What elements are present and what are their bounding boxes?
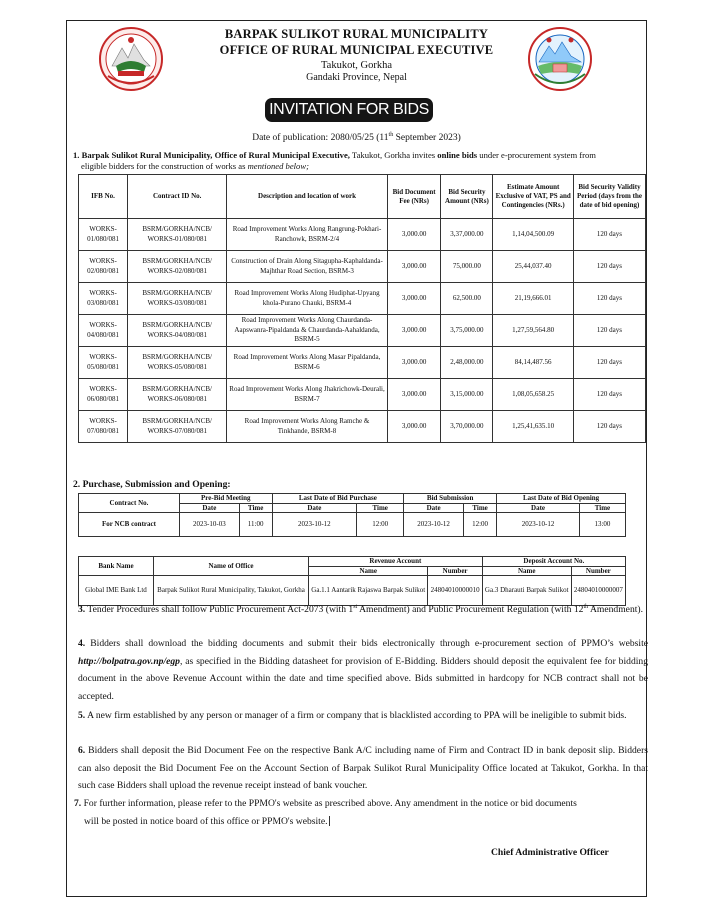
th-validity: Bid Security Validity Period (days from the date of bid opening) [573,175,645,219]
point-3-sup-1: st [353,604,358,610]
cell-fee: 3,000.00 [387,411,441,443]
bids-table-header [79,175,646,219]
section-2-title: 2. Purchase, Submission and Opening: [73,479,231,490]
cell-contract-id: BSRM/GORKHA/NCB/ WORKS-04/080/081 [128,315,227,347]
cell-opening-date: 2023-10-12 [497,513,580,537]
text-cursor [329,816,330,826]
cell-validity: 120 days [573,347,645,379]
office-province: Gandaki Province, Nepal [306,72,407,83]
cell-contract-id: BSRM/GORKHA/NCB/ WORKS-03/080/081 [128,283,227,315]
th-time: Time [579,503,625,513]
section-1-bold-1: Barpak Sulikot Rural Municipality, Office of Rural Municipal Executive, [81,150,350,160]
letterhead [67,25,646,83]
th-time: Time [357,503,404,513]
th-date: Date [497,503,580,513]
cell-description: Construction of Drain Along Sitagupha-Kaphaldanda-Majhthar Road Section, BSRM-3 [227,251,387,283]
section-1-bold-2: online bids [437,150,478,160]
cell-description: Road Improvement Works Along Chaurdanda-Aapswanra-Pipaldanda & Chaurdanda-Aahaldanda, BSRM-5 [227,315,387,347]
point-4 [74,635,648,705]
bids-table [78,174,646,443]
cell-fee: 3,000.00 [387,219,441,251]
cell-ifb: WORKS-04/080/081 [79,315,128,347]
th-fee: Bid Document Fee (NRs) [387,175,441,219]
th-date: Date [272,503,357,513]
section-1-number: 1. [73,150,80,160]
notice-frame [66,20,647,897]
cell-contract-id: BSRM/GORKHA/NCB/ WORKS-05/080/081 [128,347,227,379]
page-title: INVITATION FOR BIDS [265,98,433,122]
signature-title: Chief Administrative Officer [491,847,609,858]
table-row [79,411,646,443]
cell-description: Road Improvement Works Along Jhakrichowk-Deurali, BSRM-7 [227,379,387,411]
th-description: Description and location of work [227,175,387,219]
table-row [79,513,626,537]
cell-validity: 120 days [573,283,645,315]
cell-security: 2,48,000.00 [441,347,493,379]
point-7-text-a: For further information, please refer to the PPMO's website as prescribed above. Any amendment in the notice or bid documents [81,798,577,809]
point-6-number: 6. [78,745,86,756]
th-name: Name [309,566,428,576]
cell-ifb: WORKS-01/080/081 [79,219,128,251]
th-time: Time [463,503,496,513]
th-time: Time [239,503,272,513]
cell-security: 62,500.00 [441,283,493,315]
table-row [79,347,646,379]
table-row [79,251,646,283]
cell-fee: 3,000.00 [387,283,441,315]
table-row [79,219,646,251]
th-bank-name: Bank Name [79,557,154,576]
cell-purchase-time: 12:00 [357,513,404,537]
th-name: Name [482,566,571,576]
point-3-text-b: Amendment) and Public Procurement Regulation (with 12 [357,604,584,616]
cell-estimate: 1,14,04,500.09 [493,219,574,251]
table-row [79,283,646,315]
cell-description: Road Improvement Works Along Rangrung-Pokhari-Ranchowk, BSRM-2/4 [227,219,387,251]
ppmo-website-link[interactable]: http://bolpatra.gov.np/egp [78,655,180,667]
point-7-text-b: will be posted in notice board of this office or PPMO's website. [84,815,328,827]
th-office-name: Name of Office [154,557,309,576]
cell-fee: 3,000.00 [387,347,441,379]
cell-deposit-name: Ga.3 Dharauti Barpak Sulikot [482,576,571,606]
cell-pre-bid-time: 11:00 [239,513,272,537]
cell-validity: 120 days [573,379,645,411]
cell-fee: 3,000.00 [387,315,441,347]
point-4-text-a: Bidders shall download the bidding documents and submit their bids electronically through e-procurement section of PPMO’s website [85,638,648,649]
cell-submission-date: 2023-10-12 [404,513,464,537]
cell-ifb: WORKS-03/080/081 [79,283,128,315]
th-date: Date [180,503,240,513]
point-5 [74,707,648,725]
cell-revenue-number: 24804010000010 [428,576,482,606]
cell-estimate: 21,19,666.01 [493,283,574,315]
cell-fee: 3,000.00 [387,379,441,411]
cell-description: Road Improvement Works Along Masar Pipaldanda, BSRM-6 [227,347,387,379]
cell-deposit-number: 24804010000007 [571,576,625,606]
th-security: Bid Security Amount (NRs) [441,175,493,219]
th-number: Number [571,566,625,576]
publication-date-sup: th [388,132,394,138]
section-1-text-2: under e-procurement system from [477,150,596,160]
cell-validity: 120 days [573,315,645,347]
th-bid-purchase: Last Date of Bid Purchase [272,494,404,504]
cell-validity: 120 days [573,411,645,443]
th-deposit-account: Deposit Account No. [482,557,625,567]
point-6-text: Bidders shall deposit the Bid Document Fee on the respective Bank A/C including name of Firm and Contract ID in bank deposit slip. Bidders can also deposit the Bid Document Fee on the Account Section of Barpak Sulikot Rural Municipality Office located at Takukot, Gorkha. In that such case Bidders shall upload the revenue receipt instead of bank voucher. [78,745,648,791]
municipality-name: BARPAK SULIKOT RURAL MUNICIPALITY [224,27,489,41]
point-5-number: 5. [78,710,86,721]
cell-description: Road Improvement Works Along Ramche & Tinkhande, BSRM-8 [227,411,387,443]
cell-validity: 120 days [573,219,645,251]
cell-revenue-name: Ga.1.1 Aantarik Rajaswa Barpak Sulikot [309,576,428,606]
publication-date-suffix: September 2023) [393,133,461,144]
point-3-text-a: Tender Procedures shall follow Public Procurement Act-2073 (with 1 [85,604,354,616]
th-number: Number [428,566,482,576]
th-contract-no: Contract No. [79,494,180,513]
th-bid-submission: Bid Submission [404,494,497,504]
section-1-text-1: Takukot, Gorkha invites [349,150,438,160]
th-date: Date [404,503,464,513]
point-7 [74,795,644,830]
cell-validity: 120 days [573,251,645,283]
th-pre-bid: Pre-Bid Meeting [180,494,273,504]
cell-estimate: 84,14,487.56 [493,347,574,379]
cell-office: Barpak Sulikot Rural Municipality, Takukot, Gorkha [154,576,309,606]
th-contract-id: Contract ID No. [128,175,227,219]
publication-date-prefix: Date of publication: 2080/05/25 (11 [252,133,389,144]
table-row [79,379,646,411]
cell-contract-id: BSRM/GORKHA/NCB/ WORKS-07/080/081 [128,411,227,443]
cell-description: Road Improvement Works Along Hudiphat-Upyang khola-Purano Chauki, BSRM-4 [227,283,387,315]
point-5-text: A new firm established by any person or manager of a firm or company that is blacklisted according to PPA will be ineligible to submit bids. [85,710,627,721]
th-estimate: Estimate Amount Exclusive of VAT, PS and Contingencies (NRs.) [493,175,574,219]
cell-fee: 3,000.00 [387,251,441,283]
th-ifb: IFB No. [79,175,128,219]
cell-row-label: For NCB contract [79,513,180,537]
cell-estimate: 1,25,41,635.10 [493,411,574,443]
point-3-sup-2: th [583,604,589,610]
point-4-number: 4. [78,638,86,649]
section-1-line-2-italic: mentioned below; [247,161,309,171]
cell-estimate: 25,44,037.40 [493,251,574,283]
point-3-number: 3. [78,604,86,616]
schedule-table [78,493,626,537]
cell-security: 75,000.00 [441,251,493,283]
office-address: Takukot, Gorkha [321,60,392,71]
cell-ifb: WORKS-02/080/081 [79,251,128,283]
section-1-intro [73,150,645,172]
cell-ifb: WORKS-05/080/081 [79,347,128,379]
cell-pre-bid-date: 2023-10-03 [180,513,240,537]
cell-contract-id: BSRM/GORKHA/NCB/ WORKS-01/080/081 [128,219,227,251]
cell-security: 3,70,000.00 [441,411,493,443]
cell-bank-name: Global IME Bank Ltd [79,576,154,606]
cell-ifb: WORKS-07/080/081 [79,411,128,443]
point-3 [74,599,648,619]
cell-security: 3,37,000.00 [441,219,493,251]
point-7-number: 7. [74,798,82,809]
cell-security: 3,75,000.00 [441,315,493,347]
office-name: OFFICE OF RURAL MUNICIPAL EXECUTIVE [219,43,494,57]
table-row [79,315,646,347]
th-revenue-account: Revenue Account [309,557,483,567]
cell-opening-time: 13:00 [579,513,625,537]
cell-security: 3,15,000.00 [441,379,493,411]
th-bid-opening: Last Date of Bid Opening [497,494,626,504]
point-4-text-b: , as specified in the Bidding datasheet for provision of E-Bidding. Bidders should deposit the equivalent fee for bidding document in the above Revenue Account within the date and time specified above. Bids submitted in hardcopy for NCB contract shall not be accepted. [78,655,648,702]
cell-estimate: 1,27,59,564.80 [493,315,574,347]
cell-submission-time: 12:00 [463,513,496,537]
cell-purchase-date: 2023-10-12 [272,513,357,537]
section-1-line-2: eligible bidders for the construction of works as [81,161,248,171]
publication-date [67,132,646,143]
point-6 [74,742,648,795]
cell-contract-id: BSRM/GORKHA/NCB/ WORKS-02/080/081 [128,251,227,283]
cell-ifb: WORKS-06/080/081 [79,379,128,411]
cell-estimate: 1,08,05,658.25 [493,379,574,411]
point-3-text-c: Amendment). [588,604,643,616]
cell-contract-id: BSRM/GORKHA/NCB/ WORKS-06/080/081 [128,379,227,411]
